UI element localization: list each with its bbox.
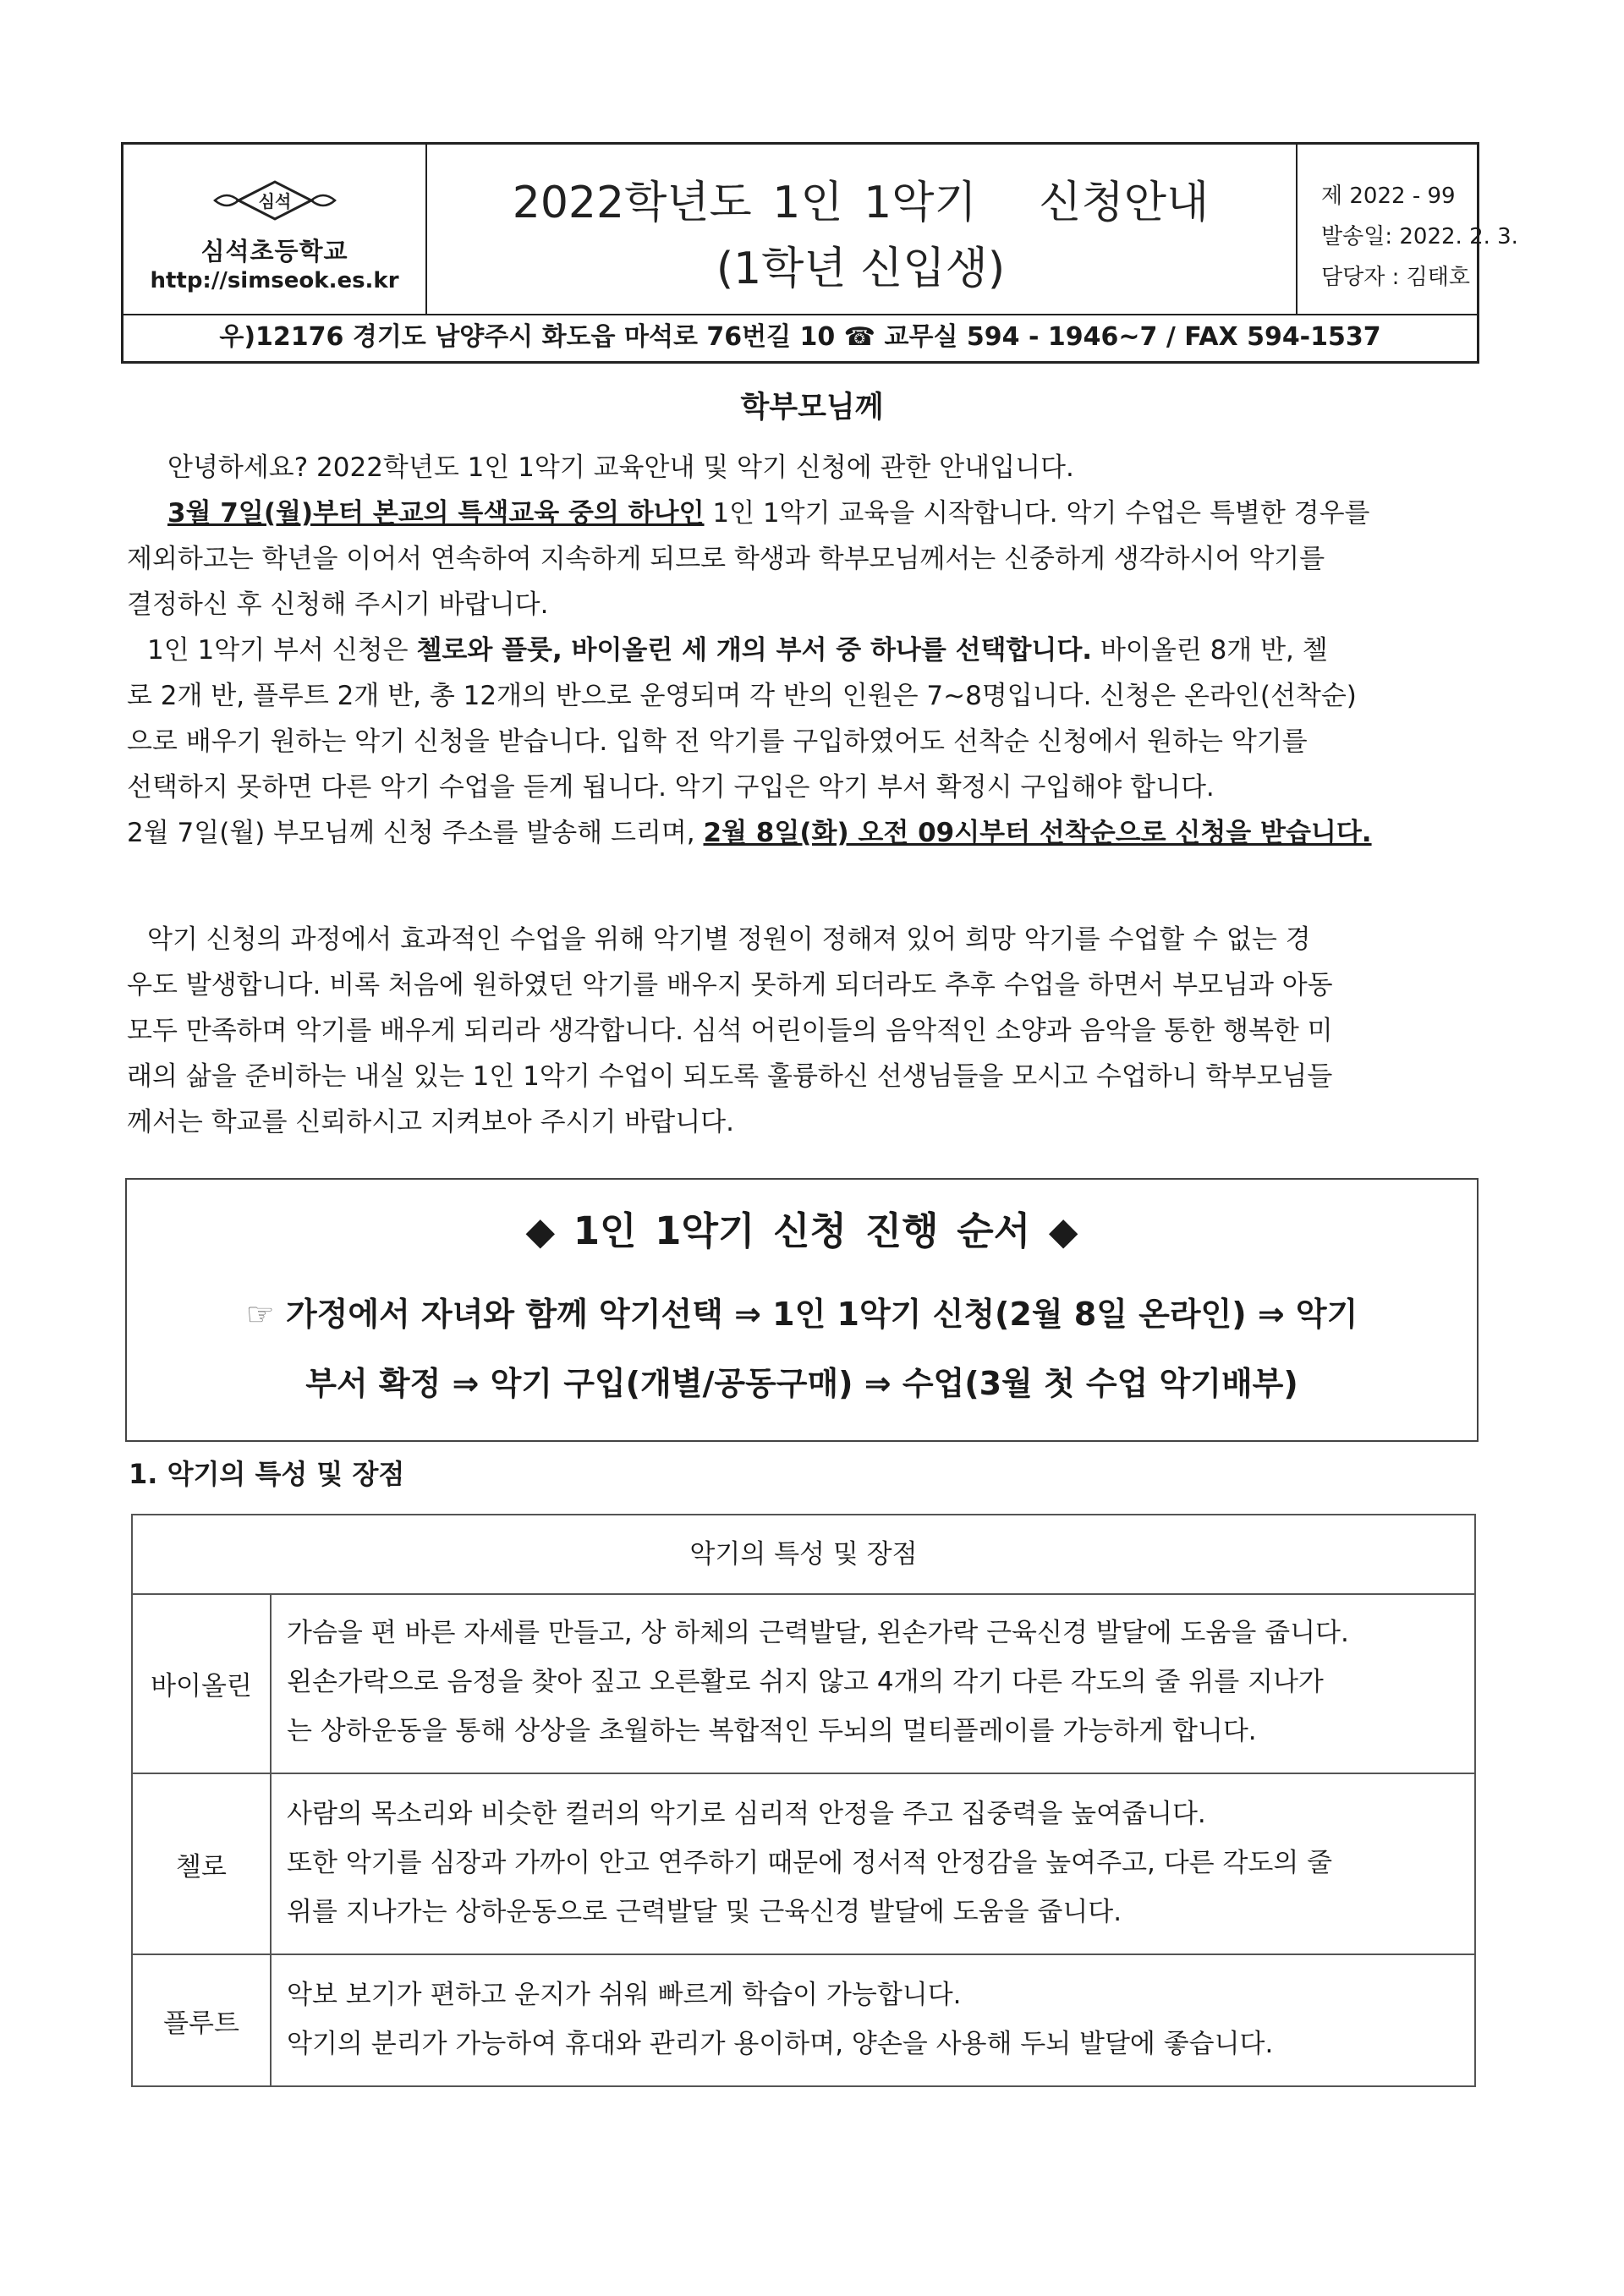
instrument-desc-cello (287, 1789, 1464, 1937)
paragraph-start-date (127, 490, 1477, 627)
intro-line: 안녕하세요? 2022학년도 1인 1악기 교육안내 및 악기 신청에 관한 안내입니다. (167, 452, 1074, 483)
para3-line2: 우도 발생합니다. 비록 처음에 원하였던 악기를 배우지 못하게 되더라도 추후 수업을 하면서 부모님과 아동 (127, 970, 1333, 1000)
para2-line3: 으로 배우기 원하는 악기 신청을 받습니다. 입학 전 악기를 구입하였어도 선착순 신청에서 원하는 악기를 (127, 726, 1308, 757)
desc-line: 또한 악기를 심장과 가까이 안고 연주하기 때문에 정서적 안정감을 높여주고, 다른 각도의 줄 (287, 1848, 1333, 1878)
table-row (133, 1774, 1474, 1955)
table-row (133, 1955, 1474, 2085)
procedure-box (125, 1178, 1479, 1442)
logo-badge-text: 심석 (258, 191, 292, 211)
procedure-step-line2: 부서 확정 ⇒ 악기 구입(개별/공동구매) ⇒ 수업(3월 첫 수업 악기배부) (305, 1365, 1298, 1402)
greeting-heading: 학부모님께 (740, 391, 884, 425)
para2-lead: 1인 1악기 부서 신청은 (147, 635, 417, 666)
para3-line1: 악기 신청의 과정에서 효과적인 수업을 위해 악기별 정원이 정해져 있어 희망 악기를 수업할 수 없는 경 (147, 924, 1311, 955)
instrument-desc-violin (287, 1608, 1464, 1756)
document-subtitle: (1학년 신입생) (716, 244, 1006, 294)
school-logo-cell (123, 145, 427, 314)
para2-line4: 선택하지 못하면 다른 악기 수업을 듣게 됩니다. 악기 구입은 악기 부서 확정시 구입해야 합니다. (127, 772, 1215, 803)
application-date-underlined: 2월 8일(화) 오전 09시부터 선착순으로 신청을 받습니다. (703, 818, 1372, 848)
start-date-underlined: 3월 7일(월)부터 본교의 특색교육 중의 하나인 (167, 498, 705, 529)
para3-line5: 께서는 학교를 신뢰하시고 지켜보아 주시기 바랍니다. (127, 1107, 734, 1137)
pointing-hand-icon: ☞ (245, 1296, 275, 1333)
procedure-title: ◆ 1인 1악기 신청 진행 순서 ◆ (525, 1208, 1078, 1253)
letterhead-top-row (123, 145, 1518, 315)
section-heading: 1. 악기의 특성 및 장점 (129, 1458, 405, 1490)
instrument-table (131, 1514, 1476, 2087)
document-meta-cell (1296, 145, 1518, 314)
contact-person: 담당자 : 김태호 (1321, 265, 1470, 290)
instrument-name-violin: 바이올린 (133, 1593, 272, 1773)
school-logo-icon (211, 175, 338, 226)
document-title: 2022학년도 1인 1악기 신청안내 (512, 178, 1210, 228)
para2-bold-choice: 첼로와 플룻, 바이올린 세 개의 부서 중 하나를 선택합니다. (416, 635, 1093, 666)
school-url: http://simseok.es.kr (150, 268, 399, 293)
letterhead (121, 142, 1518, 364)
intro-paragraph (127, 445, 1477, 490)
desc-line: 왼손가락으로 음정을 찾아 짚고 오른활로 쉬지 않고 4개의 각기 다른 각도의 줄 위를 지나가 (287, 1667, 1324, 1697)
instrument-name-cello: 첼로 (133, 1774, 272, 1954)
desc-line: 악보 보기가 편하고 운지가 쉬워 빠르게 학습이 가능합니다. (287, 1980, 962, 2010)
procedure-step-line1 (127, 1288, 1477, 1334)
table-row (133, 1593, 1474, 1774)
desc-line: 악기의 분리가 가능하여 휴대와 관리가 용이하며, 양손을 사용해 두뇌 발달에 좋습니다. (287, 2029, 1274, 2059)
table-header: 악기의 특성 및 장점 (133, 1515, 1474, 1595)
paragraph-notice (127, 917, 1477, 1145)
school-name: 심석초등학교 (200, 237, 348, 266)
send-date: 발송일: 2022. 2. 3. (1321, 224, 1518, 249)
instrument-name-flute: 플루트 (133, 1955, 272, 2085)
para1-line3: 결정하신 후 신청해 주시기 바랍니다. (127, 589, 549, 620)
para2-line1-rest: 바이올린 8개 반, 첼 (1092, 635, 1328, 666)
desc-line: 위를 지나가는 상하운동으로 근력발달 및 근육신경 발달에 도움을 줍니다. (287, 1897, 1122, 1927)
instrument-desc-flute (287, 1970, 1464, 2069)
para1-line1-rest: 1인 1악기 교육을 시작합니다. 악기 수업은 특별한 경우를 (704, 498, 1370, 529)
para3-line4: 래의 삶을 준비하는 내실 있는 1인 1악기 수업이 되도록 훌륭하신 선생님들을 모시고 수업하니 학부모님들 (127, 1061, 1333, 1092)
procedure-line1-text: 가정에서 자녀와 함께 악기선택 ⇒ 1인 1악기 신청(2월 8일 온라인) ⇒ 악기 (274, 1296, 1358, 1333)
school-address: 우)12176 경기도 남양주시 화도읍 마석로 76번길 10 ☎ 교무실 594 - 1946~7 / FAX 594-1537 (219, 322, 1381, 352)
desc-line: 가슴을 편 바른 자세를 만들고, 상 하체의 근력발달, 왼손가락 근육신경 발달에 도움을 줍니다. (287, 1618, 1349, 1648)
desc-line: 는 상하운동을 통해 상상을 초월하는 복합적인 두뇌의 멀티플레이를 가능하게 합니다. (287, 1716, 1257, 1746)
para2-line2: 로 2개 반, 플루트 2개 반, 총 12개의 반으로 운영되며 각 반의 인원은 7~8명입니다. 신청은 온라인(선착순) (127, 681, 1357, 711)
desc-line: 사람의 목소리와 비슷한 컬러의 악기로 심리적 안정을 주고 집중력을 높여줍니다. (287, 1799, 1206, 1829)
para3-line3: 모두 만족하며 악기를 배우게 되리라 생각합니다. 심석 어린이들의 음악적인 소양과 음악을 통한 행복한 미 (127, 1016, 1333, 1046)
para2-line5-lead: 2월 7일(월) 부모님께 신청 주소를 발송해 드리며, (127, 818, 704, 848)
para1-line2: 제외하고는 학년을 이어서 연속하여 지속하게 되므로 학생과 학부모님께서는 신중하게 생각하시어 악기를 (127, 544, 1325, 574)
document-title-cell (425, 145, 1298, 314)
paragraph-selection (127, 627, 1477, 856)
doc-number: 제 2022 - 99 (1321, 184, 1456, 209)
